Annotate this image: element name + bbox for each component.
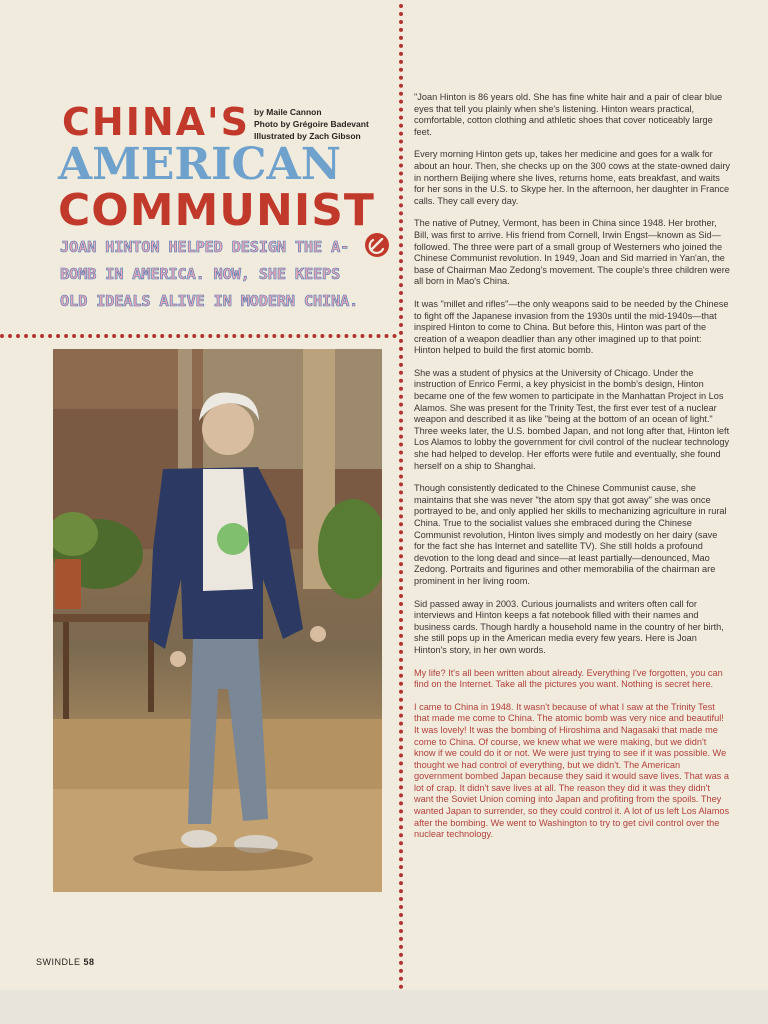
article-paragraph: Sid passed away in 2003. Curious journalists and writers often call for interviews and Hinton keeps a fat notebook filled with their names and business cards. Though hardly a household name in the country of her birth, she still pops up in the American media every few years. Here is Joan Hinton's story, in her own words. bbox=[414, 598, 724, 655]
scan-margin bbox=[0, 990, 768, 1024]
writer-credit: by Maile Cannon bbox=[254, 107, 322, 117]
article-paragraph: The native of Putney, Vermont, has been in China since 1948. Her brother, Bill, was first to arrive. His friend from Cornell, Irwin Engst—known as Sid—followed. The three were part of a small group of Westerners who joined the Chinese Communist revolution. In 1949, Joan and Sid married in Yan'an, the base of Chairman Mao Zedong's movement. The couple's three children were all born in Mao's China. bbox=[414, 218, 730, 287]
article-paragraph: "Joan Hinton is 86 years old. She has fine white hair and a pair of clear blue eyes that tell you plainly when she's listening. Hinton wears practical, comfortable, cotton clothing and athletic shoes that cover noticeably large feet. bbox=[414, 92, 723, 137]
magazine-name: SWINDLE bbox=[36, 957, 84, 967]
portrait-illustration bbox=[53, 349, 382, 892]
dotted-column-divider bbox=[399, 4, 403, 990]
byline-credits bbox=[254, 106, 369, 142]
page-folio bbox=[36, 957, 95, 967]
hammer-sickle-icon bbox=[362, 230, 392, 260]
headline-line-2: AMERICAN bbox=[58, 139, 341, 190]
article-paragraph: She was a student of physics at the University of Chicago. Under the instruction of Enrico Fermi, a key physicist in the bomb's design, Hinton became one of the few women to participate in the Manhattan Project in Los Alamos. She was present for the Trinity Test, the first ever test of a nuclear weapon and described it as like "being at the bottom of an ocean of light." Three weeks later, the U.S. bombed Japan, and not long after that, Hinton left Los Alamos to lobby the government for civil control of the nuclear technology she had helped to develop. Her efforts were futile and eventually, she found herself on a ship to Shanghai. bbox=[414, 367, 730, 471]
headline-line-3: COMMUNIST bbox=[58, 185, 375, 236]
dotted-section-divider bbox=[0, 334, 397, 338]
article-paragraph: It was "millet and rifles"—the only weapons said to be needed by the Chinese to fight off the Japanese invasion from the 1930s until the mid-1940s—that inspired Hinton to come to China. But before this, Hinton was part of the creation of a weapon deadlier than any other imagined up to that point: Hinton helped to build the first atomic bomb. bbox=[414, 298, 729, 356]
portrait-photo bbox=[53, 349, 382, 892]
article-body bbox=[414, 92, 730, 852]
quote-paragraph: I came to China in 1948. It wasn't because of what I saw at the Trinity Test that made me come to China. The atomic bomb was very nice and beautiful! It was lovely! It was the bombing of Hiroshima and Nagasaki that made me come to China. Of course, we knew what we were making, but we didn't know if we could do it or not. We were just trying to see if it was possible. We thought we had control of everything, but we didn't. The American government bombed Japan because they said it would save lives. That was a lot of crap. It didn't save lives at all. The reason they did it was they didn't want the Soviet Union coming into Japan and profiting from the spoils. They wanted Japan to surrender, so they could control it. A lot of us left Los Alamos after the bombing. We went to Washington to try to get civil control over the nuclear technology. bbox=[414, 701, 730, 840]
quote-paragraph: My life? It's all been written about already. Everything I've forgotten, you can find on the Internet. Take all the pictures you want. Nothing is secret here. bbox=[414, 667, 723, 690]
article-paragraph: Every morning Hinton gets up, takes her medicine and goes for a walk for about an hour. Then, she checks up on the 300 cows at the state-owned dairy in northern Beijing where she lives, returns home, eats breakfast, and waits for her sons in the U.S. to Skype her. In the afternoon, her daughter in France calls. They call every day. bbox=[414, 149, 730, 206]
headline-line-1: CHINA'S bbox=[62, 100, 251, 144]
illustration-credit: Illustrated by Zach Gibson bbox=[254, 131, 361, 141]
page-number: 58 bbox=[83, 957, 95, 967]
deck-subheadline: JOAN HINTON HELPED DESIGN THE A-BOMB IN AMERICA. NOW, SHE KEEPS OLD IDEALS ALIVE IN MODERN CHINA. bbox=[60, 238, 359, 310]
photo-credit: Photo by Grégoire Badevant bbox=[254, 119, 369, 129]
article-paragraph: Though consistently dedicated to the Chinese Communist cause, she maintains that she was never "the atom spy that got away" she was once portrayed to be, and only applied her skills to mechanizing agriculture in rural China. True to the socialist values she embraced during the Chinese Communist revolution, Hinton lives simply and modestly on her dairy (save for the fact she has Internet and satellite TV). She still holds a profound devotion to the long dead and since—at least partially—denounced, Mao Zedong. Portraits and figurines and other memorabilia of the chairman are prominent in her living room. bbox=[414, 483, 727, 586]
